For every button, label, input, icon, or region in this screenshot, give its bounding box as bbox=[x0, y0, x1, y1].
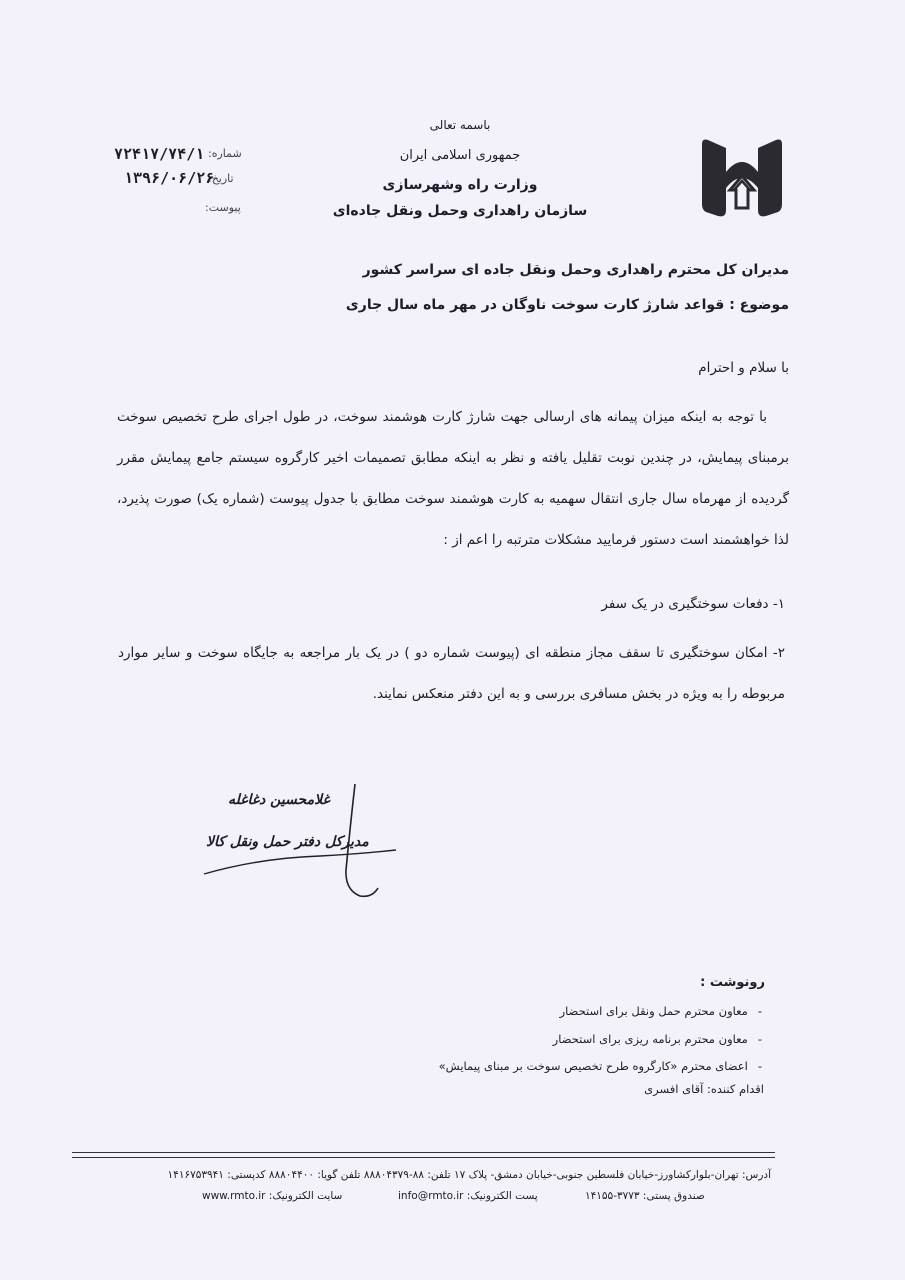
footer-address: آدرس: تهران-بلوارکشاورز-خیابان فلسطین جنوبی-خیابان دمشق- پلاک ۱۷ تلفن: ۸۸-۸۸۸۰۴۳۷۹ تلفن گویا: ۸۸۸۰۴۴۰۰ کدپستی: ۱۴۱۶۷۵۳۹۴۱ bbox=[167, 1169, 771, 1181]
number-label: شماره: bbox=[208, 147, 242, 160]
signatory-name: غلامحسین دغاغله bbox=[228, 792, 330, 808]
list-item: ۱- دفعات سوختگیری در یک سفر bbox=[601, 596, 785, 612]
footer-po-box: صندوق پستی: ۳۷۷۳-۱۴۱۵۵ bbox=[585, 1190, 705, 1202]
subject-line: موضوع : قواعد شارژ کارت سوخت ناوگان در مهر ماه سال جاری bbox=[345, 297, 789, 313]
cc-item: -معاون محترم برنامه ریزی برای استحضار bbox=[552, 1032, 762, 1046]
rmto-logo bbox=[696, 132, 788, 224]
number-value: ۷۲۴۱۷/۷۴/۱ bbox=[114, 145, 205, 163]
cc-item: -اعضای محترم «کارگروه طرح تخصیص سوخت بر مبنای پیمایش» bbox=[438, 1059, 762, 1073]
attachment-label: پیوست: bbox=[205, 201, 241, 214]
footer-email: پست الکترونیک: info@rmto.ir bbox=[398, 1190, 538, 1202]
body-paragraph: با توجه به اینکه میزان پیمانه های ارسالی جهت شارژ کارت هوشمند سوخت، در طول اجرای طرح تخصیص سوخت برمبنای پیمایش، در چندین نوبت تقلیل یافته و نظر به اینکه مطابق تصمیمات اخیر کارگروه سیستم جامع پیمایش مقرر گردیده از مهرماه سال جاری انتقال سهمیه به کارت هوشمند سوخت مطابق با جدول پیوست (شماره یک) صورت پذیرد، لذا خواهشمند است دستور فرمایید مشکلات مترتبه را اعم از : bbox=[117, 409, 789, 548]
signatory-title: مدیرکل دفتر حمل ونقل کالا bbox=[206, 834, 369, 850]
date-value: ۱۳۹۶/۰۶/۲۶ bbox=[124, 169, 215, 187]
basmala: باسمه تعالی bbox=[429, 118, 491, 132]
footer-website: سایت الکترونیک: www.rmto.ir bbox=[202, 1190, 343, 1202]
country-name: جمهوری اسلامی ایران bbox=[399, 148, 521, 163]
cc-title: رونوشت : bbox=[700, 975, 765, 990]
footer-rule bbox=[72, 1152, 775, 1153]
organization-name: سازمان راهداری وحمل ونقل جاده‌ای bbox=[332, 203, 588, 219]
cc-item: -معاون محترم حمل ونقل برای استحضار bbox=[559, 1004, 762, 1018]
recipient-line: مدیران کل محترم راهداری وحمل ونقل جاده ای سراسر کشور bbox=[362, 262, 789, 278]
action-officer: اقدام کننده: آقای افسری bbox=[644, 1082, 764, 1096]
date-label: تاریخ: bbox=[208, 172, 234, 185]
ministry-name: وزارت راه وشهرسازی bbox=[382, 177, 538, 193]
greeting: با سلام و احترام bbox=[698, 360, 789, 376]
list-item: ۲- امکان سوختگیری تا سقف مجاز منطقه ای (پیوست شماره دو ) در یک بار مراجعه به جایگاه سوخت و سایر موارد مربوطه را به ویژه در بخش مسافری بررسی و به این دفتر منعکس نمایند. bbox=[118, 645, 785, 702]
footer-rule bbox=[72, 1157, 775, 1158]
